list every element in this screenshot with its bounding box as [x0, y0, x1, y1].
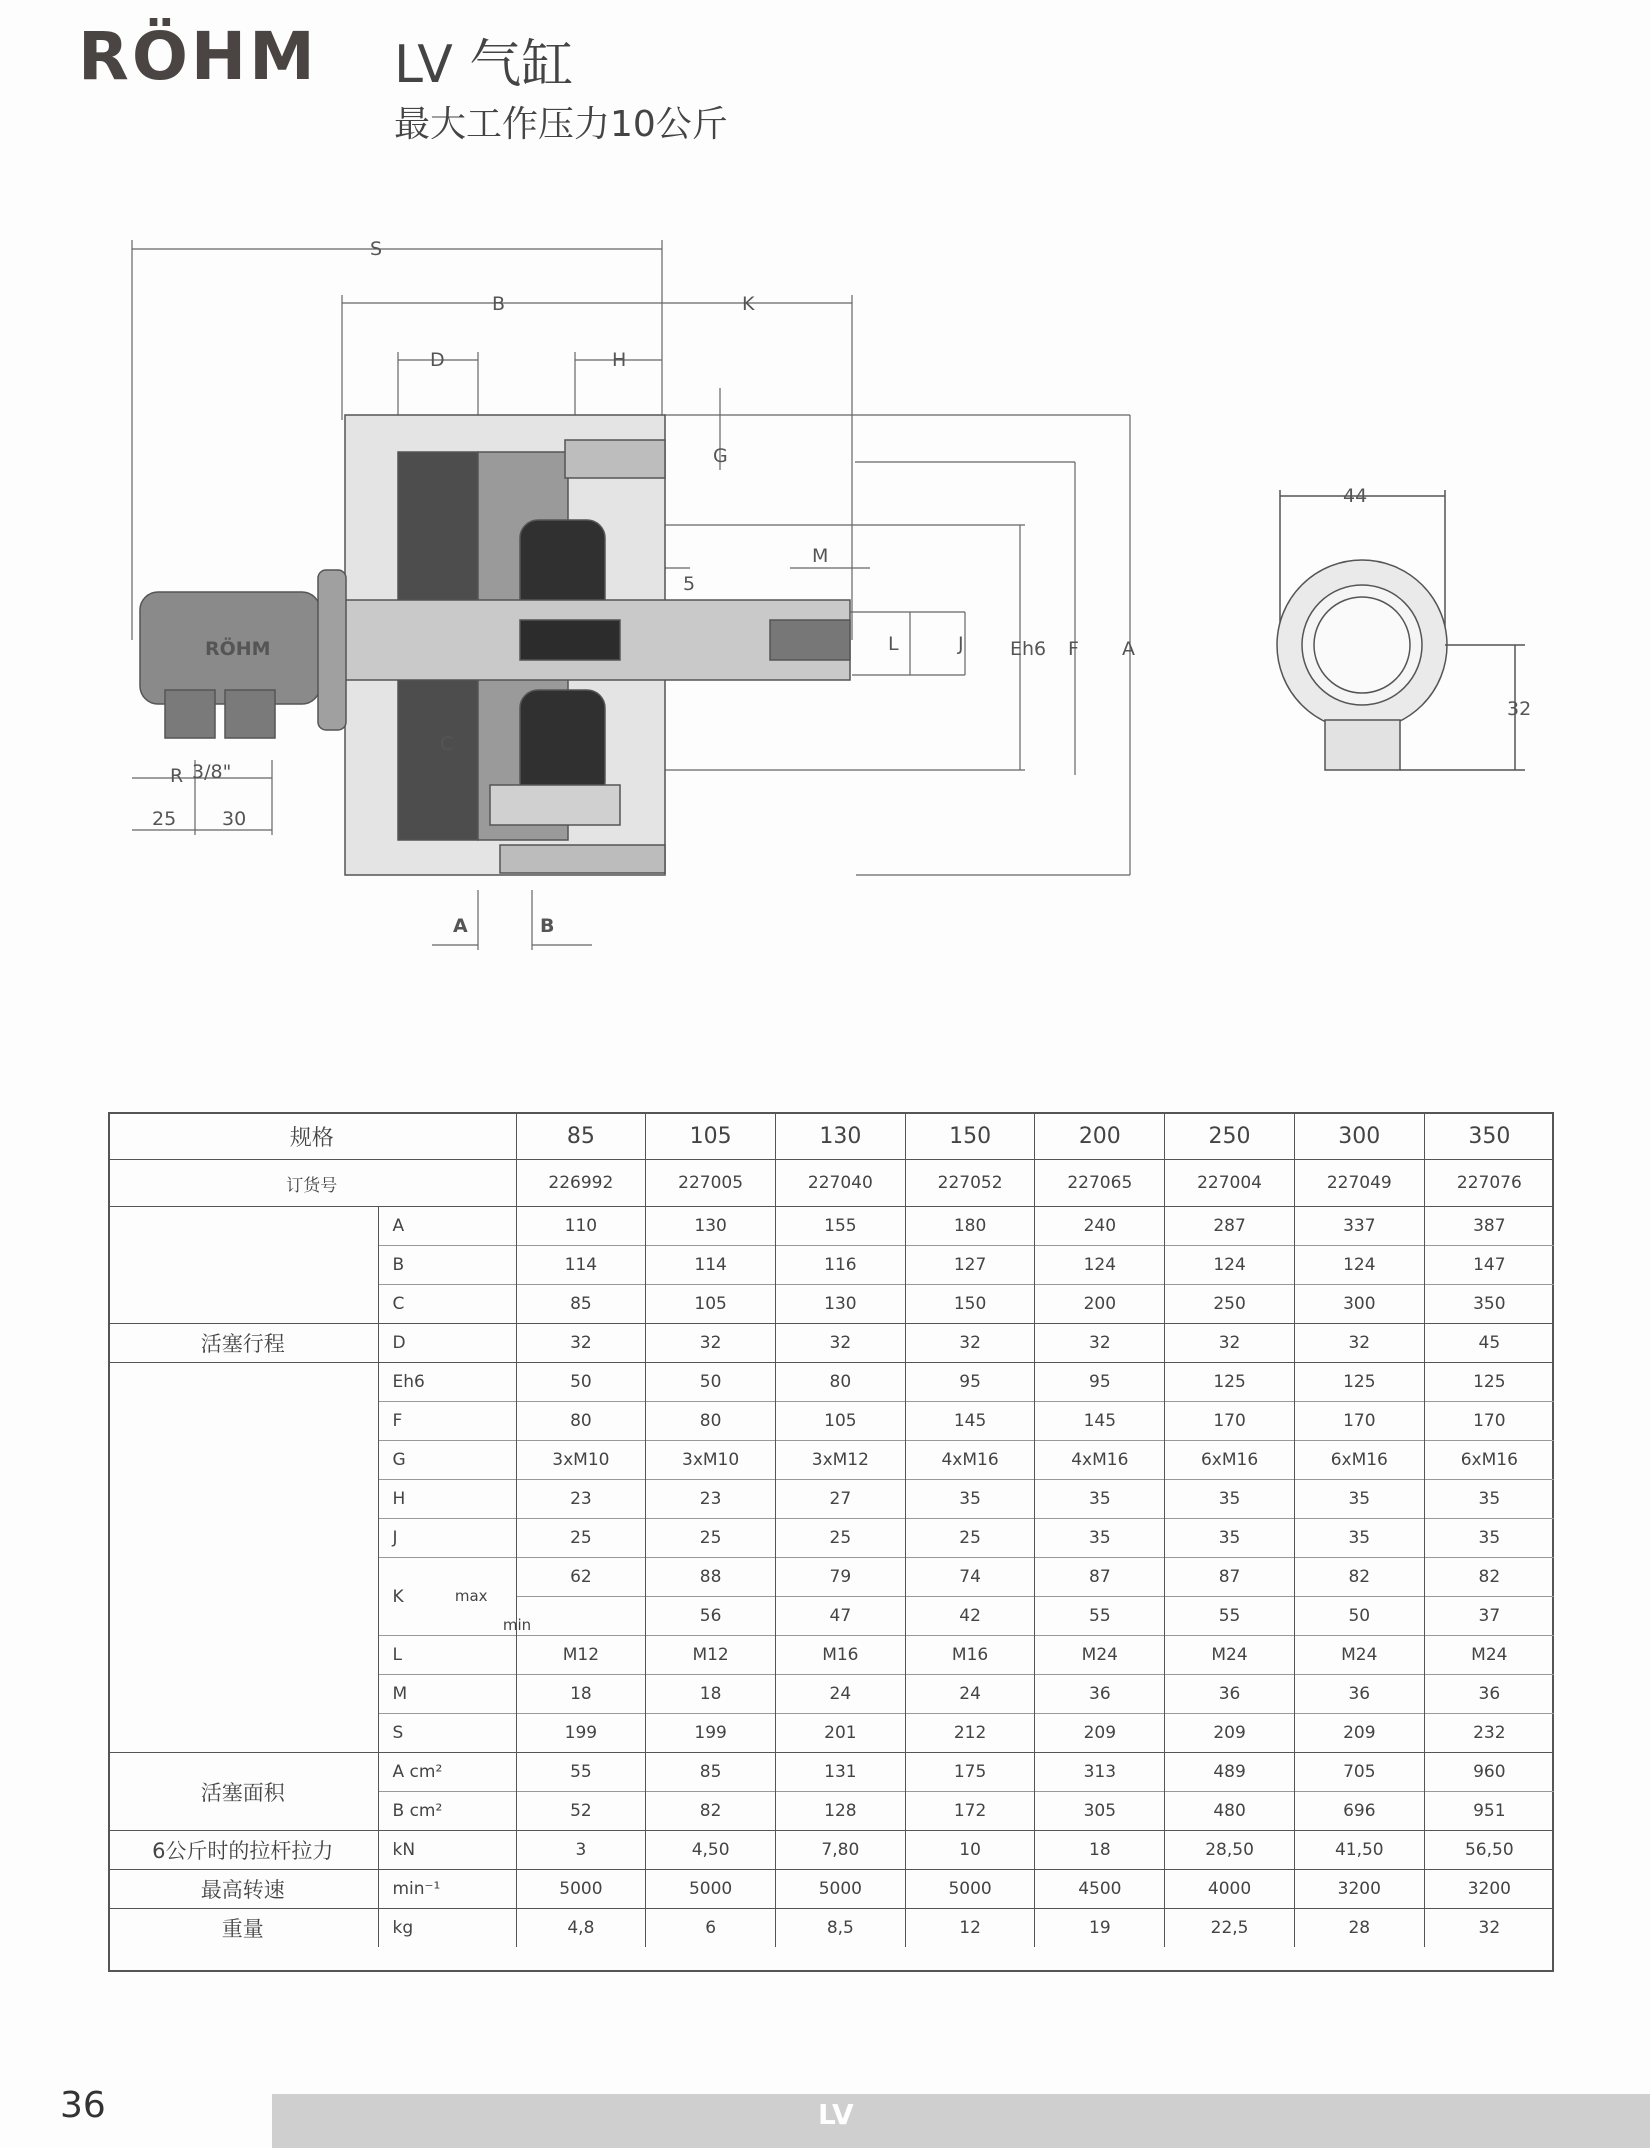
order-number-cell: 227052 — [905, 1160, 1035, 1207]
value-cell: 52 — [516, 1792, 646, 1831]
dim-32-label: 32 — [1507, 698, 1532, 720]
value-cell: 170 — [1165, 1402, 1295, 1441]
group-label-cell: 活塞行程 — [108, 1324, 378, 1363]
value-cell: 35 — [1165, 1480, 1295, 1519]
dim-l-label: L — [888, 633, 899, 655]
dim-thread-label: 3/8" — [192, 761, 232, 783]
value-cell: 200 — [1035, 1285, 1165, 1324]
param-cell: A — [378, 1207, 516, 1246]
logo-text: RÖHM — [78, 18, 318, 95]
value-cell: 3200 — [1424, 1870, 1554, 1909]
value-cell: 47 — [775, 1597, 905, 1636]
value-cell: 41,50 — [1294, 1831, 1424, 1870]
value-cell: 305 — [1035, 1792, 1165, 1831]
dim-k-label: K — [742, 293, 755, 315]
value-cell: 25 — [516, 1519, 646, 1558]
value-cell: 82 — [646, 1792, 776, 1831]
page-number: 36 — [60, 2085, 106, 2126]
param-cell: L — [378, 1636, 516, 1675]
order-number-cell: 227065 — [1035, 1160, 1165, 1207]
dim-b-label: B — [492, 293, 506, 315]
value-cell: 95 — [905, 1363, 1035, 1402]
group-label-cell: 重量 — [108, 1909, 378, 1948]
value-cell: 42 — [905, 1597, 1035, 1636]
value-cell: 32 — [1035, 1324, 1165, 1363]
dim-c-label: C — [440, 733, 454, 755]
value-cell: 387 — [1424, 1207, 1554, 1246]
value-cell: 36 — [1424, 1675, 1554, 1714]
value-cell: 6xM16 — [1165, 1441, 1295, 1480]
table-row — [108, 1753, 1554, 1792]
value-cell: 147 — [1424, 1246, 1554, 1285]
param-cell: B cm² — [378, 1792, 516, 1831]
value-cell: 209 — [1165, 1714, 1295, 1753]
value-cell: 25 — [905, 1519, 1035, 1558]
footer-bar — [272, 2094, 1650, 2148]
table-row — [108, 1831, 1554, 1870]
value-cell: 4,50 — [646, 1831, 776, 1870]
dim-j-label: J — [958, 633, 964, 655]
dim-44-label: 44 — [1343, 485, 1368, 507]
value-cell: 489 — [1165, 1753, 1295, 1792]
value-cell: 180 — [905, 1207, 1035, 1246]
group-label-cell: 6公斤时的拉杆拉力 — [108, 1831, 378, 1870]
value-cell: 155 — [775, 1207, 905, 1246]
value-cell: 56 — [646, 1597, 776, 1636]
table-row — [108, 1909, 1554, 1948]
value-cell: 23 — [516, 1480, 646, 1519]
table-row — [108, 1870, 1554, 1909]
order-number-cell: 226992 — [516, 1160, 646, 1207]
value-cell: M24 — [1294, 1636, 1424, 1675]
value-cell: M24 — [1165, 1636, 1295, 1675]
value-cell: 209 — [1294, 1714, 1424, 1753]
dim-a-label: A — [1122, 638, 1135, 660]
value-cell: 79 — [775, 1558, 905, 1597]
value-cell: 55 — [1165, 1597, 1295, 1636]
dim-s-label: S — [370, 238, 383, 260]
value-cell: 45 — [1424, 1324, 1554, 1363]
value-cell: 32 — [646, 1324, 776, 1363]
value-cell: 4500 — [1035, 1870, 1165, 1909]
value-cell: 74 — [905, 1558, 1035, 1597]
page-title: LV 气缸 — [394, 35, 574, 95]
sub-param-label: min — [502, 1616, 532, 1634]
value-cell: 19 — [1035, 1909, 1165, 1948]
value-cell: 55 — [1035, 1597, 1165, 1636]
value-cell: 125 — [1165, 1363, 1295, 1402]
value-cell: 300 — [1294, 1285, 1424, 1324]
value-cell: 80 — [646, 1402, 776, 1441]
dim-5-label: 5 — [683, 573, 696, 595]
table-row — [108, 1324, 1554, 1363]
value-cell: 130 — [646, 1207, 776, 1246]
order-number-cell: 227004 — [1165, 1160, 1295, 1207]
value-cell: 960 — [1424, 1753, 1554, 1792]
value-cell: 124 — [1035, 1246, 1165, 1285]
param-cell: H — [378, 1480, 516, 1519]
value-cell: 116 — [775, 1246, 905, 1285]
value-cell: 62 — [516, 1558, 646, 1597]
param-cell: A cm² — [378, 1753, 516, 1792]
size-header-cell: 85 — [516, 1113, 646, 1160]
value-cell: 24 — [775, 1675, 905, 1714]
size-header-cell: 300 — [1294, 1113, 1424, 1160]
value-cell: 36 — [1294, 1675, 1424, 1714]
value-cell: 35 — [1294, 1480, 1424, 1519]
value-cell: 88 — [646, 1558, 776, 1597]
value-cell: 35 — [1424, 1519, 1554, 1558]
spec-table — [108, 1112, 1554, 1947]
value-cell: 8,5 — [775, 1909, 905, 1948]
table-order-row — [108, 1160, 1554, 1207]
dim-g-label: G — [713, 445, 728, 467]
value-cell: 85 — [646, 1753, 776, 1792]
size-header-cell: 250 — [1165, 1113, 1295, 1160]
order-label: 订货号 — [108, 1160, 516, 1207]
value-cell: 7,80 — [775, 1831, 905, 1870]
value-cell: 10 — [905, 1831, 1035, 1870]
spec-label: 规格 — [108, 1113, 516, 1160]
value-cell: 3 — [516, 1831, 646, 1870]
value-cell: M12 — [516, 1636, 646, 1675]
value-cell: 82 — [1424, 1558, 1554, 1597]
footer-section-label: LV — [818, 2098, 854, 2131]
value-cell: 131 — [775, 1753, 905, 1792]
table-row — [108, 1363, 1554, 1402]
value-cell: 12 — [905, 1909, 1035, 1948]
value-cell: 32 — [1424, 1909, 1554, 1948]
dim-r-label: R — [170, 765, 184, 787]
value-cell: 36 — [1035, 1675, 1165, 1714]
param-label: K — [392, 1586, 404, 1607]
value-cell: 18 — [516, 1675, 646, 1714]
order-number-cell: 227005 — [646, 1160, 776, 1207]
param-cell: min⁻¹ — [378, 1870, 516, 1909]
value-cell: 25 — [646, 1519, 776, 1558]
value-cell: 199 — [646, 1714, 776, 1753]
value-cell: 250 — [1165, 1285, 1295, 1324]
value-cell: 105 — [646, 1285, 776, 1324]
value-cell: 56,50 — [1424, 1831, 1554, 1870]
value-cell: 35 — [1294, 1519, 1424, 1558]
value-cell: 350 — [1424, 1285, 1554, 1324]
value-cell: 4000 — [1165, 1870, 1295, 1909]
size-header-cell: 150 — [905, 1113, 1035, 1160]
param-cell: G — [378, 1441, 516, 1480]
value-cell: 114 — [646, 1246, 776, 1285]
value-cell: 28,50 — [1165, 1831, 1295, 1870]
value-cell: 209 — [1035, 1714, 1165, 1753]
param-cell: kg — [378, 1909, 516, 1948]
value-cell: 110 — [516, 1207, 646, 1246]
value-cell: 27 — [775, 1480, 905, 1519]
value-cell: 114 — [516, 1246, 646, 1285]
value-cell: 3xM12 — [775, 1441, 905, 1480]
dim-f-label: F — [1068, 638, 1079, 660]
group-label-cell — [108, 1207, 378, 1324]
value-cell: 22,5 — [1165, 1909, 1295, 1948]
dim-m-label: M — [812, 545, 829, 567]
value-cell: 5000 — [646, 1870, 776, 1909]
value-cell: 337 — [1294, 1207, 1424, 1246]
table-header-row — [108, 1113, 1554, 1160]
value-cell: 6xM16 — [1424, 1441, 1554, 1480]
value-cell: 4,8 — [516, 1909, 646, 1948]
dim-d-label: D — [430, 349, 445, 371]
value-cell: 199 — [516, 1714, 646, 1753]
value-cell: 125 — [1424, 1363, 1554, 1402]
value-cell: 172 — [905, 1792, 1035, 1831]
value-cell: 3xM10 — [646, 1441, 776, 1480]
port-b-label: B — [540, 915, 555, 937]
value-cell: 951 — [1424, 1792, 1554, 1831]
param-cell: S — [378, 1714, 516, 1753]
value-cell: 24 — [905, 1675, 1035, 1714]
value-cell: 125 — [1294, 1363, 1424, 1402]
value-cell: 28 — [1294, 1909, 1424, 1948]
value-cell: 705 — [1294, 1753, 1424, 1792]
value-cell: 95 — [1035, 1363, 1165, 1402]
value-cell: 124 — [1165, 1246, 1295, 1285]
value-cell: 87 — [1165, 1558, 1295, 1597]
value-cell: 127 — [905, 1246, 1035, 1285]
value-cell: 145 — [1035, 1402, 1165, 1441]
size-header-cell: 105 — [646, 1113, 776, 1160]
value-cell: M16 — [775, 1636, 905, 1675]
value-cell: 175 — [905, 1753, 1035, 1792]
size-header-cell: 200 — [1035, 1113, 1165, 1160]
param-cell: C — [378, 1285, 516, 1324]
value-cell: 124 — [1294, 1246, 1424, 1285]
value-cell: 80 — [775, 1363, 905, 1402]
value-cell: 170 — [1294, 1402, 1424, 1441]
param-cell: M — [378, 1675, 516, 1714]
size-header-cell: 350 — [1424, 1113, 1554, 1160]
value-cell: 36 — [1165, 1675, 1295, 1714]
value-cell: 32 — [1294, 1324, 1424, 1363]
table-row — [108, 1207, 1554, 1246]
value-cell: 5000 — [905, 1870, 1035, 1909]
value-cell: 87 — [1035, 1558, 1165, 1597]
param-cell: B — [378, 1246, 516, 1285]
value-cell: 23 — [646, 1480, 776, 1519]
value-cell: 5000 — [775, 1870, 905, 1909]
group-label-cell: 最高转速 — [108, 1870, 378, 1909]
param-cell — [378, 1558, 516, 1636]
param-cell: Eh6 — [378, 1363, 516, 1402]
group-label-cell: 活塞面积 — [108, 1753, 378, 1831]
dim-25-label: 25 — [152, 808, 177, 830]
value-cell: 313 — [1035, 1753, 1165, 1792]
value-cell: 5000 — [516, 1870, 646, 1909]
value-cell: 232 — [1424, 1714, 1554, 1753]
order-number-cell: 227040 — [775, 1160, 905, 1207]
value-cell: 145 — [905, 1402, 1035, 1441]
value-cell: 4xM16 — [905, 1441, 1035, 1480]
value-cell: 130 — [775, 1285, 905, 1324]
value-cell: 35 — [1035, 1480, 1165, 1519]
dim-h-label: H — [612, 349, 627, 371]
value-cell: 82 — [1294, 1558, 1424, 1597]
value-cell: 201 — [775, 1714, 905, 1753]
value-cell: 32 — [775, 1324, 905, 1363]
value-cell: 35 — [1424, 1480, 1554, 1519]
value-cell: 212 — [905, 1714, 1035, 1753]
value-cell: 696 — [1294, 1792, 1424, 1831]
group-label-cell — [108, 1363, 378, 1753]
value-cell: M16 — [905, 1636, 1035, 1675]
value-cell: 50 — [516, 1363, 646, 1402]
value-cell: 240 — [1035, 1207, 1165, 1246]
value-cell: 32 — [516, 1324, 646, 1363]
value-cell: 35 — [905, 1480, 1035, 1519]
value-cell: 480 — [1165, 1792, 1295, 1831]
union-brand-text: RÖHM — [205, 638, 271, 660]
order-number-cell: 227076 — [1424, 1160, 1554, 1207]
value-cell: 32 — [1165, 1324, 1295, 1363]
param-cell: kN — [378, 1831, 516, 1870]
value-cell: 32 — [905, 1324, 1035, 1363]
port-a-label: A — [453, 915, 468, 937]
value-cell: 35 — [1165, 1519, 1295, 1558]
value-cell: 150 — [905, 1285, 1035, 1324]
value-cell: 25 — [775, 1519, 905, 1558]
value-cell: M24 — [1035, 1636, 1165, 1675]
dim-30-label: 30 — [222, 808, 247, 830]
param-cell: D — [378, 1324, 516, 1363]
value-cell: 80 — [516, 1402, 646, 1441]
value-cell: M12 — [646, 1636, 776, 1675]
page-subtitle: 最大工作压力10公斤 — [394, 104, 728, 145]
value-cell: 50 — [1294, 1597, 1424, 1636]
param-cell: J — [378, 1519, 516, 1558]
sub-param-label: max — [454, 1586, 488, 1605]
order-number-cell: 227049 — [1294, 1160, 1424, 1207]
value-cell: 18 — [1035, 1831, 1165, 1870]
value-cell — [502, 1597, 646, 1636]
value-cell: 128 — [775, 1792, 905, 1831]
value-cell: 18 — [646, 1675, 776, 1714]
value-cell: 37 — [1424, 1597, 1554, 1636]
value-cell: 50 — [646, 1363, 776, 1402]
cylinder-cross-section-drawing — [0, 0, 1650, 1000]
value-cell: 6xM16 — [1294, 1441, 1424, 1480]
param-cell: F — [378, 1402, 516, 1441]
value-cell: 55 — [516, 1753, 646, 1792]
value-cell: 4xM16 — [1035, 1441, 1165, 1480]
value-cell: 105 — [775, 1402, 905, 1441]
value-cell: 3xM10 — [516, 1441, 646, 1480]
value-cell: 6 — [646, 1909, 776, 1948]
value-cell: 85 — [516, 1285, 646, 1324]
value-cell: 287 — [1165, 1207, 1295, 1246]
value-cell: M24 — [1424, 1636, 1554, 1675]
value-cell: 3200 — [1294, 1870, 1424, 1909]
value-cell: 35 — [1035, 1519, 1165, 1558]
value-cell: 170 — [1424, 1402, 1554, 1441]
size-header-cell: 130 — [775, 1113, 905, 1160]
dim-eh6-label: Eh6 — [1010, 638, 1047, 660]
